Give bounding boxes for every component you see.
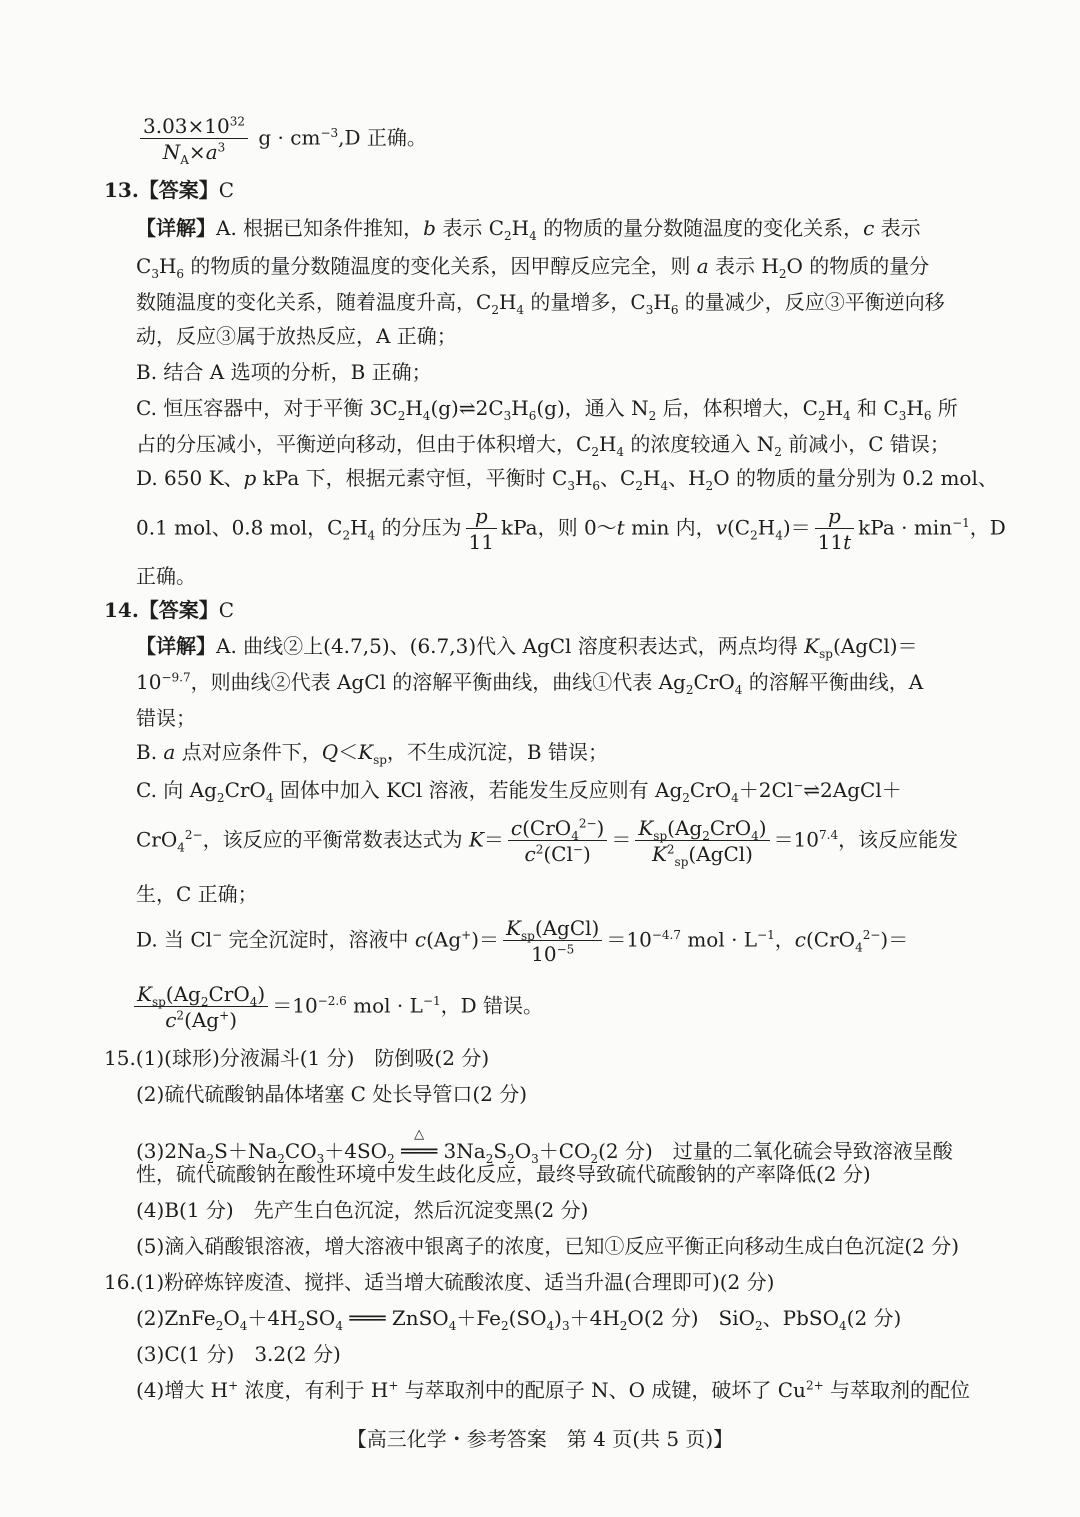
q16-part1: 16.(1)粉碎炼锌废渣、搅拌、适当增大硫酸浓度、适当升温(合理即可)(2 分) (104, 1270, 775, 1294)
q16-part2: $(2)ZnFe_2O_4+4H_2SO_4$ ═══ $ZnSO_4+Fe_2(SO_4)_3+4H_2O(2$ 分) SiO$_2$、PbSO$_4$(2 分) (136, 1306, 902, 1333)
q14-detail-line: 错误； (136, 706, 196, 730)
q15-part2: (2)硫代硫酸钠晶体堵塞 C 处长导管口(2 分) (136, 1082, 528, 1106)
q13-detail-line: 动，反应③属于放热反应，A 正确； (136, 324, 457, 348)
q14-detail-line: $10^{-9.7}$，则曲线②代表 AgCl 的溶解平衡曲线，曲线①代表 $Ag_2CrO_4$ 的溶解平衡曲线，A (136, 670, 924, 697)
q15-part3: 性，硫代硫酸钠在酸性环境中发生歧化反应，最终导致硫代硫酸钠的产率降低(2 分) (136, 1162, 871, 1186)
q14-option-b: B. a 点对应条件下，$Q<K_{sp}$，不生成沉淀，B 错误； (136, 740, 608, 767)
q15-part4: (4)B(1 分) 先产生白色沉淀，然后沉淀变黑(2 分) (136, 1198, 589, 1222)
q13-option-c: C. 恒压容器中，对于平衡 $3C_2H_4(g)\rightleftharpoons 2C_3H_6(g)$，通入 $N_2$ 后，体积增大，$C_2H_4$ 和 $C_3H_6$ 所 (136, 396, 958, 423)
q15-part1: 15.(1)(球形)分液漏斗(1 分) 防倒吸(2 分) (104, 1046, 490, 1070)
q13-option-b: B. 结合 A 选项的分析，B 正确； (136, 360, 432, 384)
q14-detail-line: 【详解】A. 曲线②上(4.7,5)、(6.7,3)代入 AgCl 溶度积表达式，两点均得 $K_{sp}(AgCl)=$ (136, 634, 918, 661)
fragment-formula: $\frac{3.03\times 10^{32}}{N_A\times a^3}$ $g \cdot cm^{-3},D$ 正确。 (136, 116, 427, 162)
q13-option-d: 0.1 mol、0.8 mol，$C_2H_4$ 的分压为 $\frac{p}{11}$ kPa，则 0～t min 内，$v(C_2H_4)=$ $\frac{p}{11t}$ kPa · $\min^{-1}$，D (136, 504, 1006, 554)
q14-option-d: D. 当 Cl− 完全沉淀时，溶液中 c(Ag+)＝ $K_{sp}(AgCl)$ $10^{-5}$ $=10^{-4.7}$ mol · $L^{-1}$，c(CrO$_4^{2-}$)＝ (136, 916, 909, 966)
q16-part3: (3)C(1 分) 3.2(2 分) (136, 1342, 341, 1366)
q14-option-c: C. 向 $Ag_2CrO_4$ 固体中加入 KCl 溶液，若能发生反应则有 $Ag_2CrO_4+2Cl^-\rightleftharpoons 2AgCl+$ (136, 778, 902, 805)
q15-part5: (5)滴入硝酸银溶液，增大溶液中银离子的浓度，已知①反应平衡正向移动生成白色沉淀(2 分) (136, 1234, 960, 1258)
q14-answer: 14.【答案】C (104, 598, 235, 622)
q13-option-d: 正确。 (136, 564, 196, 588)
q15-part3: $(3)2Na_2S+Na_2CO_3+4SO_2$ △ ═══ $3Na_2S_2O_3+CO_2(2$ 分) 过量的二氧化硫会导致溶液呈酸 (136, 1127, 953, 1166)
q13-detail-line: 数随温度的变化关系，随着温度升高，$C_2H_4$ 的量增多，$C_3H_6$ 的量减少，反应③平衡逆向移 (136, 290, 945, 317)
q13-option-c: 占的分压减小，平衡逆向移动，但由于体积增大，$C_2H_4$ 的浓度较通入 $N_2$ 前减小，C 错误； (136, 432, 950, 459)
q14-option-c: 生，C 正确； (136, 882, 258, 906)
q13-detail-line: 【详解】A. 根据已知条件推知，b 表示 $C_2H_4$ 的物质的量分数随温度的变化关系，c 表示 (136, 216, 921, 243)
q14-option-d: $K_{sp}(Ag_2CrO_4)$ $c^2(Ag^+)$ $=10^{-2.6}$ mol · $L^{-1}$，D 错误。 (130, 984, 543, 1030)
q13-answer: 13.【答案】C (104, 178, 235, 202)
q13-detail-line: $C_3H_6$ 的物质的量分数随温度的变化关系，因甲醇反应完全，则 a 表示 $H_2O$ 的物质的量分 (136, 254, 930, 281)
q16-part4: (4)增大 H+ 浓度，有利于 H+ 与萃取剂中的配原子 N、O 成键，破坏了 $Cu^{2+}$ 与萃取剂的配位 (136, 1378, 970, 1402)
q13-option-d: D. 650 K、p kPa 下，根据元素守恒，平衡时 $C_3H_6$、$C_2H_4$、$H_2O$ 的物质的量分别为 0.2 mol、 (136, 466, 998, 493)
page-footer: 【高三化学・参考答案 第 4 页(共 5 页)】 (346, 1427, 734, 1451)
q14-option-c: CrO$_4^{2-}$，该反应的平衡常数表达式为 K＝ c(CrO$_4^{2-}$) $c^2(Cl^-)$ ＝ $K_{sp}(Ag_2CrO_4)$ $K^2_{sp}(AgCl)$ $=10^{7.4}$，该反应能发 (136, 816, 959, 869)
